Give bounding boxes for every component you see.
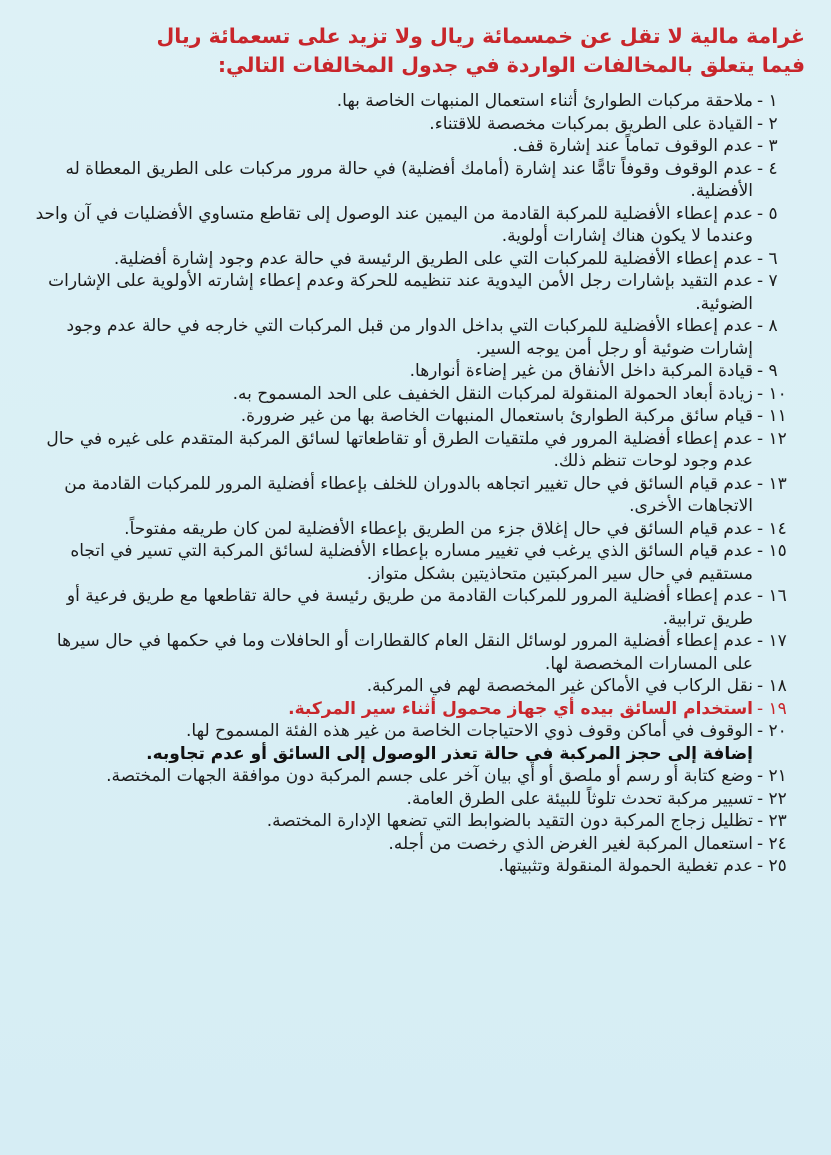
violation-text: عدم إعطاء الأفضلية للمركبات التي بداخل الدوار من قبل المركبات التي خارجه في حالة عدم وجود إشارات ضوئية أو رجل أمن يوجه السير.: [66, 316, 753, 359]
violation-item: [22, 788, 805, 811]
violation-item: [22, 203, 805, 248]
violation-number: ٢٣ -: [757, 811, 787, 831]
violation-number: ١٤ -: [757, 518, 787, 539]
violation-number: ١٧ -: [757, 631, 787, 651]
violation-item: [22, 248, 805, 271]
violation-item: [22, 383, 805, 406]
violation-text: وضع كتابة أو رسم أو ملصق أو أي بيان آخر على جسم المركبة دون موافقة الجهات المختصة.: [106, 766, 753, 786]
page-header: [22, 22, 805, 80]
violations-list: [22, 90, 805, 878]
fine-subheading: فيما يتعلق بالمخالفات الواردة في جدول المخالفات التالي:: [217, 53, 805, 77]
violation-item: [22, 675, 805, 698]
violation-text: عدم إعطاء أفضلية المرور للمركبات القادمة من طريق رئيسة في حالة تقاطعها مع طريق فرعية أو طريق ترابية.: [66, 586, 753, 629]
violation-number: ١٦ -: [757, 586, 787, 606]
violation-item: [22, 765, 805, 788]
violation-item: [22, 135, 805, 158]
violation-number: ١٥ -: [757, 541, 787, 561]
violation-item: [22, 630, 805, 675]
violation-number: ١٩ -: [757, 698, 787, 719]
violation-text: استخدام السائق بيده أي جهاز محمول أثناء سير المركبة.: [288, 698, 753, 719]
violation-item: [22, 90, 805, 113]
violation-item: [22, 698, 805, 721]
violation-item: [22, 473, 805, 518]
violation-item: [22, 428, 805, 473]
violation-text: عدم قيام السائق الذي يرغب في تغيير مساره بإعطاء الأفضلية لسائق المركبة التي تسير في اتجاه مستقيم في حال سير المركبتين متحاذيتين بشكل متواز.: [70, 541, 753, 584]
violation-number: ٢٠ -: [757, 721, 787, 741]
violation-item: [22, 720, 805, 765]
violation-number: ٢٥ -: [757, 856, 787, 876]
violation-number: ٦ -: [757, 248, 778, 269]
violation-item: [22, 405, 805, 428]
violation-item: [22, 360, 805, 383]
violation-text: القيادة على الطريق بمركبات مخصصة للاقتناء.: [429, 113, 753, 134]
violation-text: عدم إعطاء الأفضلية للمركبات التي على الطريق الرئيسة في حالة عدم وجود إشارة أفضلية.: [113, 248, 753, 269]
violation-number: ٢١ -: [757, 766, 787, 786]
violation-text: عدم إعطاء أفضلية المرور في ملتقيات الطرق أو تقاطعاتها لسائق المركبة المتقدم على غيره في حال عدم وجود لوحات تنظم ذلك.: [46, 428, 753, 471]
violation-number: ١٨ -: [757, 676, 787, 696]
violation-number: ٢٢ -: [757, 788, 787, 809]
violation-text: عدم الوقوف تماماً عند إشارة قف.: [512, 136, 753, 156]
violation-text: تسيير مركبة تحدث تلوثاً للبيئة على الطرق العامة.: [406, 788, 753, 809]
violation-number: ١٢ -: [757, 428, 787, 449]
violation-text: عدم إعطاء الأفضلية للمركبة القادمة من اليمين عند الوصول إلى تقاطع متساوي الأفضليات في آن واحد وعندما لا يكون هناك إشارات أولوية.: [35, 203, 753, 246]
violation-number: ١١ -: [757, 406, 787, 426]
violation-item: [22, 855, 805, 878]
violation-number: ٧ -: [757, 271, 778, 291]
violation-number: ٩ -: [757, 361, 778, 381]
violation-text: عدم تغطية الحمولة المنقولة وتثبيتها.: [498, 856, 753, 876]
violation-item: [22, 113, 805, 136]
violation-text: زيادة أبعاد الحمولة المنقولة لمركبات النقل الخفيف على الحد المسموح به.: [232, 383, 753, 404]
violation-item: [22, 518, 805, 541]
violation-text: عدم قيام السائق في حال إغلاق جزء من الطريق بإعطاء الأفضلية لمن كان طريقه مفتوحاً.: [124, 518, 753, 539]
violation-number: ٥ -: [757, 203, 778, 224]
violation-item: [22, 158, 805, 203]
violation-number: ١٠ -: [757, 383, 787, 404]
violation-text: عدم قيام السائق في حال تغيير اتجاهه بالدوران للخلف بإعطاء أفضلية المرور للمركبات القادمة من الاتجاهات الأخرى.: [64, 473, 753, 516]
violation-text: ملاحقة مركبات الطوارئ أثناء استعمال المنبهات الخاصة بها.: [336, 91, 753, 111]
violation-text: نقل الركاب في الأماكن غير المخصصة لهم في المركبة.: [366, 676, 753, 696]
violation-text: قيادة المركبة داخل الأنفاق من غير إضاءة أنوارها.: [409, 361, 753, 381]
violation-number: ١٣ -: [757, 473, 787, 494]
violation-text: عدم إعطاء أفضلية المرور لوسائل النقل العام كالقطارات أو الحافلات وما في حكمها في حال سيرها على المسارات المخصصة لها.: [56, 631, 753, 674]
violation-text: تظليل زجاج المركبة دون التقيد بالضوابط التي تضعها الإدارة المختصة.: [266, 811, 753, 831]
violation-note: إضافة إلى حجز المركبة في حالة تعذر الوصول إلى السائق أو عدم تجاوبه.: [146, 743, 753, 764]
violation-text: الوقوف في أماكن وقوف ذوي الاحتياجات الخاصة من غير هذه الفئة المسموح لها.: [186, 721, 753, 741]
violation-number: ٨ -: [757, 316, 778, 336]
violation-number: ١ -: [757, 91, 778, 111]
violation-item: [22, 270, 805, 315]
violation-item: [22, 810, 805, 833]
violation-number: ٤ -: [757, 158, 778, 179]
violation-item: [22, 315, 805, 360]
violation-number: ٢٤ -: [757, 833, 787, 854]
violation-number: ٣ -: [757, 136, 778, 156]
violation-text: قيام سائق مركبة الطوارئ باستعمال المنبهات الخاصة بها من غير ضرورة.: [240, 406, 753, 426]
violation-text: عدم الوقوف وقوفاً تامًّا عند إشارة (أمامك أفضلية) في حالة مرور مركبات على الطريق المعطاة له الأفضلية.: [65, 158, 753, 201]
violation-number: ٢ -: [757, 113, 778, 134]
violation-text: استعمال المركبة لغير الغرض الذي رخصت من أجله.: [388, 833, 753, 854]
violation-item: [22, 833, 805, 856]
violation-item: [22, 585, 805, 630]
fine-heading: غرامة مالية لا تقل عن خمسمائة ريال ولا تزيد على تسعمائة ريال: [156, 24, 805, 48]
violation-text: عدم التقيد بإشارات رجل الأمن اليدوية عند تنظيمه للحركة وعدم إعطاء إشارته الأولوية على الإشارات الضوئية.: [48, 271, 753, 314]
violation-item: [22, 540, 805, 585]
